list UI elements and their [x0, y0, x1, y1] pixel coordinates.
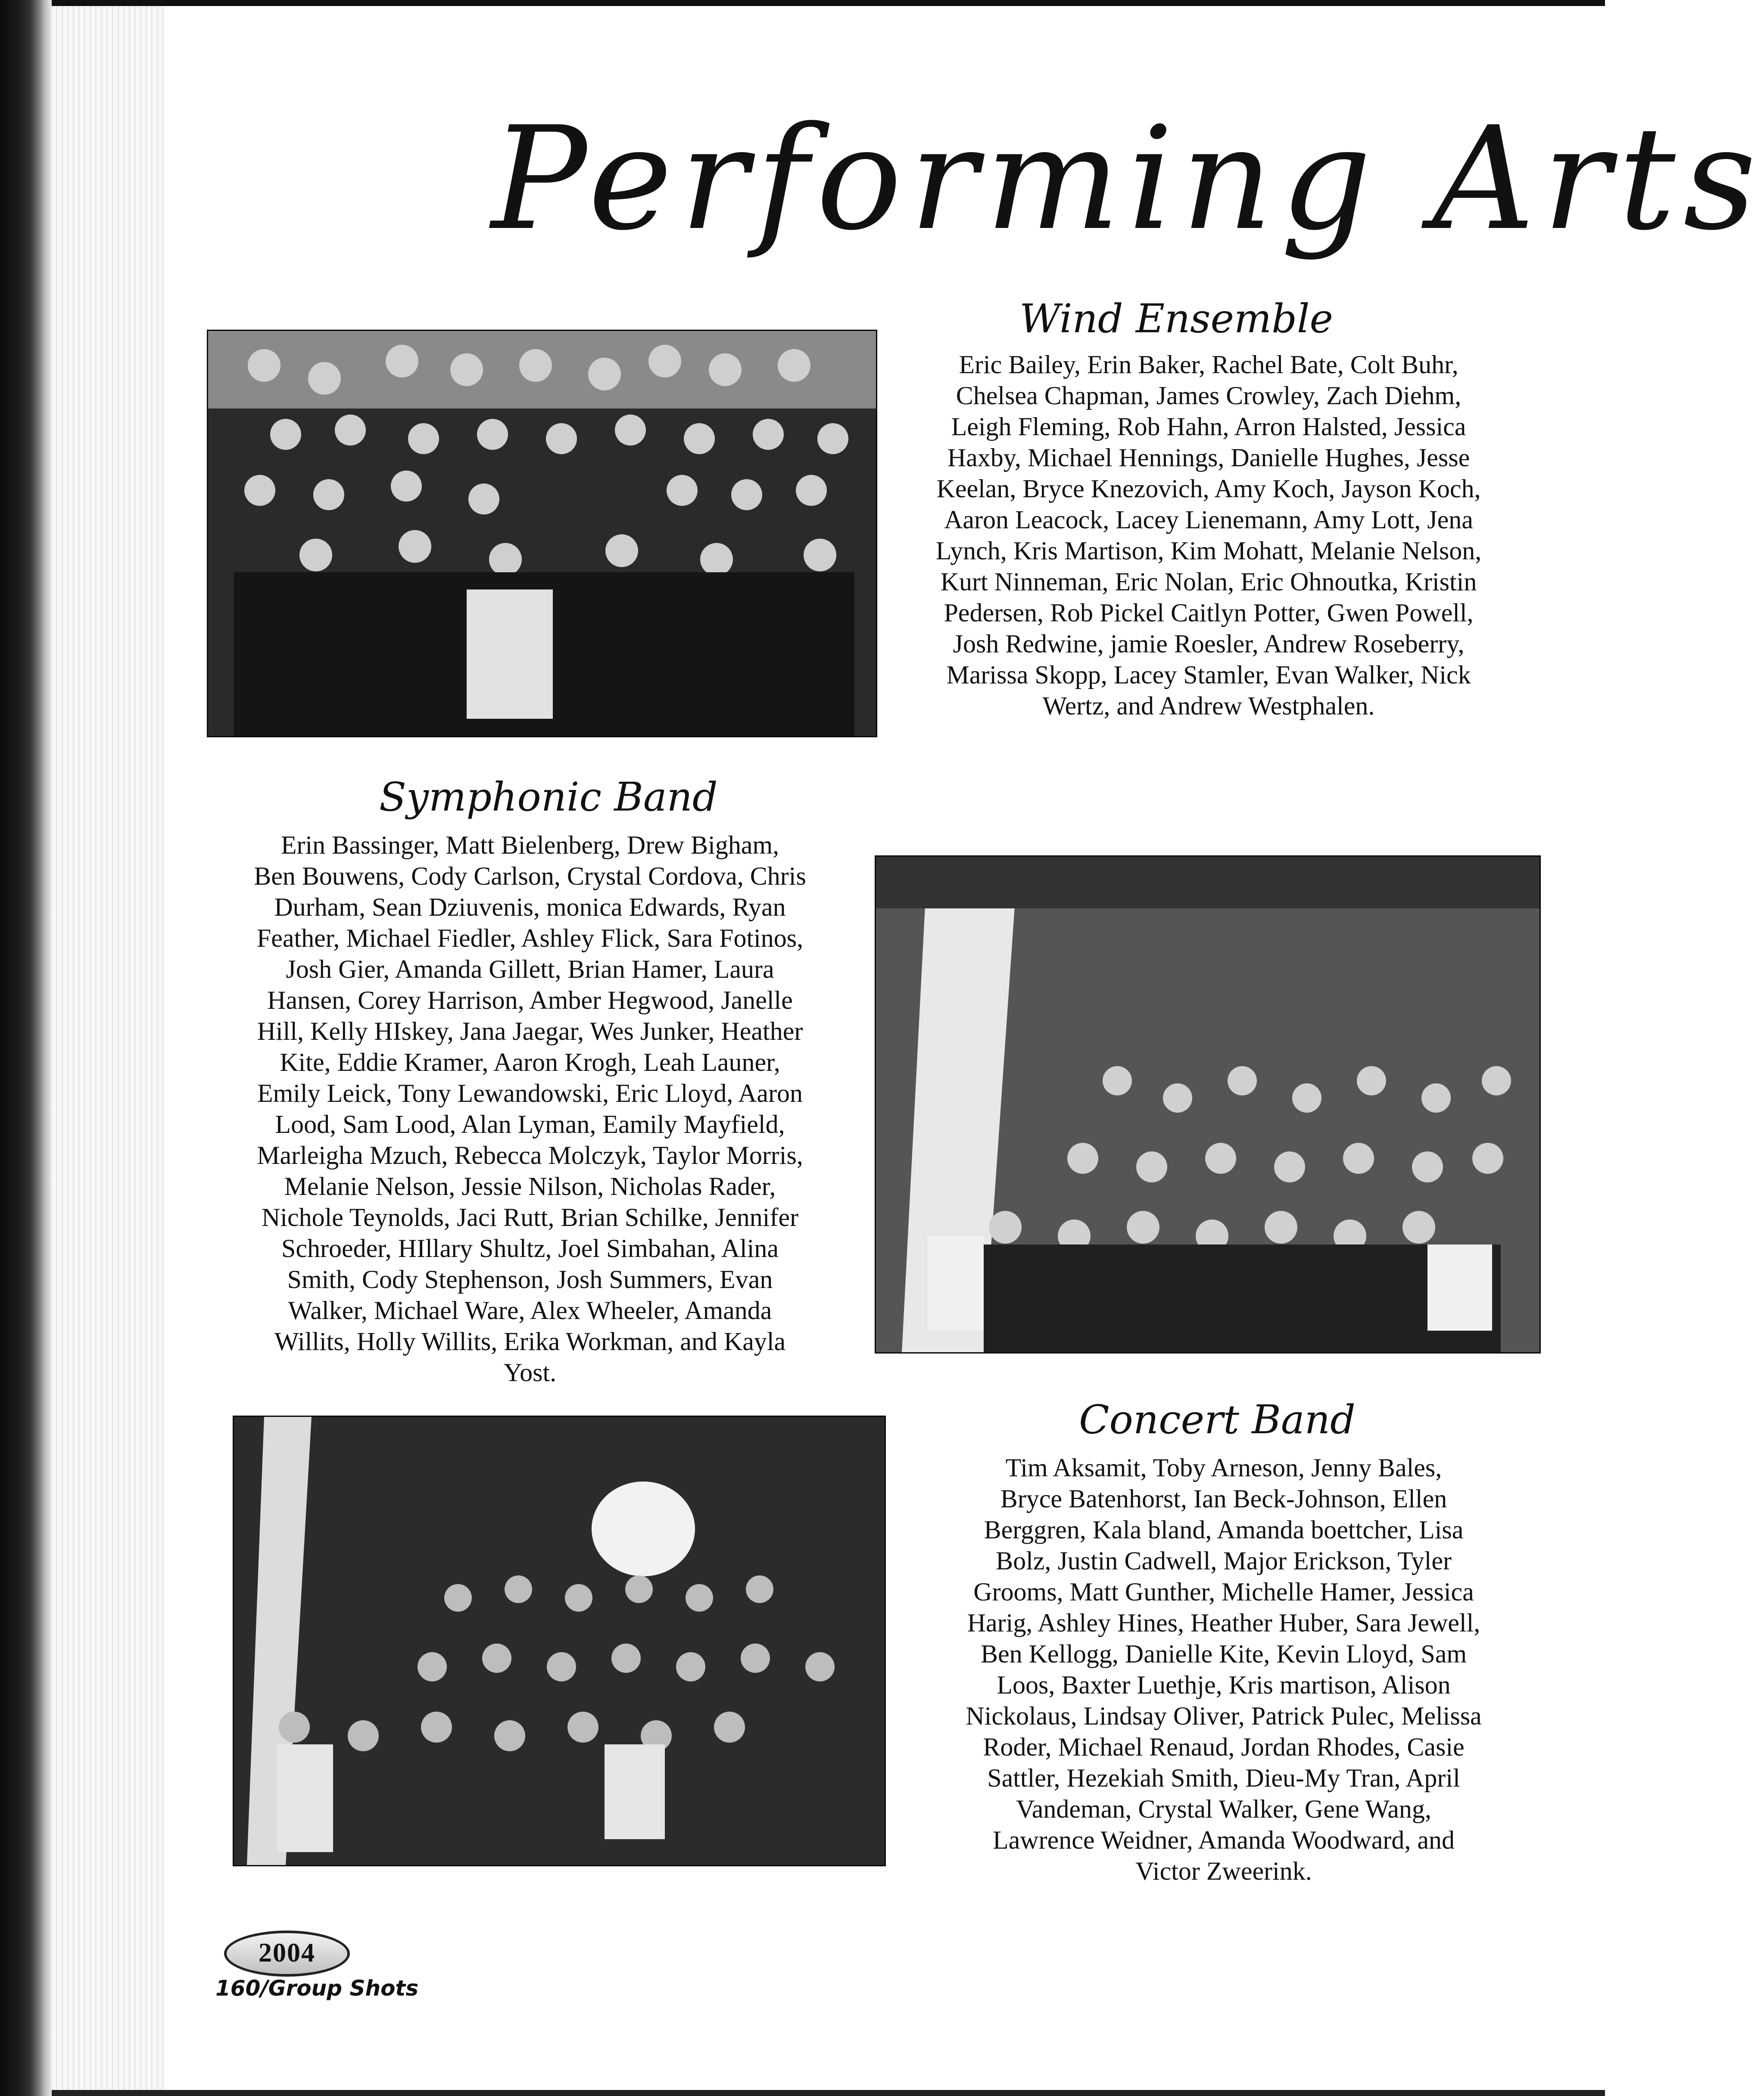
symphonic-band-names: Erin Bassinger, Matt Bielenberg, Drew Bigham, Ben Bouwens, Cody Carlson, Crystal Cordova, Chris Durham, Sean Dziuvenis, monica Edwards, Ryan Feather, Michael Fiedler, Ashley Flick, Sara Fotinos, Josh Gier, Amanda Gillett, Brian Hamer, Laura Hansen, Corey Harrison, Amber Hegwood, Janelle Hill, Kelly HIskey, Jana Jaegar, Wes Junker, Heather Kite, Eddie Kramer, Aaron Krogh, Leah Launer, Emily Leick, Tony Lewandowski, Eric Lloyd, Aaron Lood, Sam Lood, Alan Lyman, Eamily Mayfield, Marleigha Mzuch, Rebecca Molczyk, Taylor Morris, Melanie Nelson, Jessie Nilson, Nicholas Rader, Nichole Teynolds, Jaci Rutt, Brian Schilke, Jennifer Schroeder, HIllary Shultz, Joel Simbahan, Alina Smith, Cody Stephenson, Josh Summers, Evan Walker, Michael Ware, Alex Wheeler, Amanda Willits, Holly Willits, Erika Workman, and Kayla Yost.	[254, 831, 806, 1387]
concert-band-names: Tim Aksamit, Toby Arneson, Jenny Bales, Bryce Batenhorst, Ian Beck-Johnson, Ellen Berggren, Kala bland, Amanda boettcher, Lisa Bolz, Justin Cadwell, Major Erickson, Tyler Grooms, Matt Gunther, Michelle Hamer, Jessica Harig, Ashley Hines, Heather Huber, Sara Jewell, Ben Kellogg, Danielle Kite, Kevin Lloyd, Sam Loos, Baxter Luethje, Kris martison, Alison Nickolaus, Lindsay Oliver, Patrick Pulec, Melissa Roder, Michael Renaud, Jordan Rhodes, Casie Sattler, Hezekiah Smith, Dieu-My Tran, April Vandeman, Crystal Walker, Gene Wang, Lawrence Weidner, Amanda Woodward, and Victor Zweerink.	[966, 1453, 1482, 1885]
concert-band-heading: Concert Band	[1079, 1397, 1356, 1443]
top-edge-rule	[52, 0, 1605, 6]
page-edges	[52, 0, 164, 2096]
page-title: Performing Arts	[491, 96, 1764, 262]
page-number-label: 160/Group Shots	[215, 1976, 419, 2001]
book-binding	[0, 0, 52, 2096]
symphonic-band-heading: Symphonic Band	[379, 774, 718, 820]
symphonic-band-photo	[875, 855, 1541, 1354]
bottom-edge-rule	[52, 2090, 1605, 2096]
year-badge: 2004	[224, 1931, 350, 1977]
wind-ensemble-photo	[207, 330, 877, 737]
concert-band-photo	[233, 1416, 886, 1866]
wind-ensemble-heading: Wind Ensemble	[1019, 296, 1333, 342]
wind-ensemble-names: Eric Bailey, Erin Baker, Rachel Bate, Colt Buhr, Chelsea Chapman, James Crowley, Zach Diehm, Leigh Fleming, Rob Hahn, Arron Halsted, Jessica Haxby, Michael Hennings, Danielle Hughes, Jesse Keelan, Bryce Knezovich, Amy Koch, Jayson Koch, Aaron Leacock, Lacey Lienemann, Amy Lott, Jena Lynch, Kris Martison, Kim Mohatt, Melanie Nelson, Kurt Ninneman, Eric Nolan, Eric Ohnoutka, Kristin Pedersen, Rob Pickel Caitlyn Potter, Gwen Powell, Josh Redwine, jamie Roesler, Andrew Roseberry, Marissa Skopp, Lacey Stamler, Evan Walker, Nick Wertz, and Andrew Westphalen.	[935, 350, 1482, 720]
